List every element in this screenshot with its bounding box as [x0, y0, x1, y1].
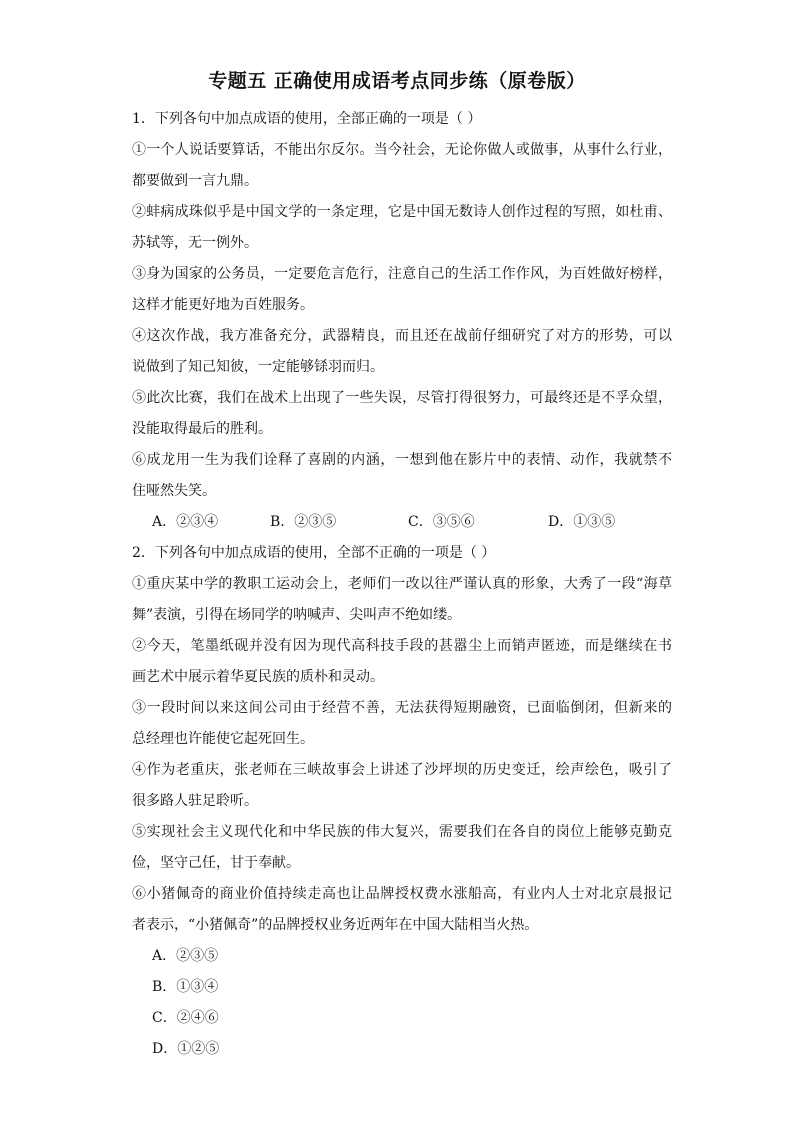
question-2-stem: 2．下列各句中加点成语的使用，全部不正确的一项是（ ） [132, 545, 496, 561]
option-d[interactable]: D．①③⑤ [548, 514, 616, 530]
question-2-line: 舞”表演，引得在场同学的呐喊声、尖叫声不绝如缕。 [132, 607, 462, 623]
question-2-line: ②今天，笔墨纸砚并没有因为现代高科技手段的甚嚣尘上而销声匿迹，而是继续在书 [132, 638, 672, 654]
question-1-options [132, 507, 672, 538]
question-2-line: 总经理也许能使它起死回生。 [132, 731, 314, 747]
question-1-line: 苏轼等，无一例外。 [132, 235, 258, 251]
question-1 [132, 104, 672, 538]
option-c[interactable]: C．②④⑥ [152, 1010, 219, 1026]
question-1-line: 这样才能更好地为百姓服务。 [132, 297, 314, 313]
question-2 [132, 538, 672, 1065]
question-1-line: 住哑然失笑。 [132, 483, 216, 499]
question-1-line: ⑤此次比赛，我们在战术上出现了一些失误，尽管打得很努力，可最终还是不孚众望， [132, 390, 672, 406]
question-2-line: ④作为老重庆，张老师在三峡故事会上讲述了沙坪坝的历史变迁，绘声绘色，吸引了 [132, 762, 672, 778]
question-1-line: ①一个人说话要算话，不能出尔反尔。当今社会，无论你做人或做事，从事什么行业， [132, 142, 672, 158]
question-2-line: ①重庆某中学的教职工运动会上，老师们一改以往严谨认真的形象，大秀了一段“海草 [132, 576, 672, 592]
question-1-line: ③身为国家的公务员，一定要危言危行，注意自己的生活工作作风，为百姓做好榜样， [132, 266, 672, 282]
question-2-line: 很多路人驻足聆听。 [132, 793, 258, 809]
question-1-stem: 1．下列各句中加点成语的使用，全部正确的一项是（ ） [132, 111, 482, 127]
option-b[interactable]: B．②③⑤ [270, 514, 337, 530]
question-2-line: ⑤实现社会主义现代化和中华民族的伟大复兴，需要我们在各自的岗位上能够克勤克 [132, 824, 672, 840]
question-1-line: ②蚌病成珠似乎是中国文学的一条定理，它是中国无数诗人创作过程的写照，如杜甫、 [132, 204, 672, 220]
option-a[interactable]: A．②③⑤ [152, 948, 219, 964]
page-title: 专题五 正确使用成语考点同步练（原卷版） [208, 70, 586, 92]
question-1-line: ⑥成龙用一生为我们诠释了喜剧的内涵，一想到他在影片中的表情、动作，我就禁不 [132, 452, 672, 468]
question-1-line: 都要做到一言九鼎。 [132, 173, 258, 189]
question-2-line: 俭，坚守己任，甘于奉献。 [132, 855, 300, 871]
document-body [132, 104, 672, 1065]
option-b[interactable]: B．①③④ [152, 979, 219, 995]
question-1-line: ④这次作战，我方准备充分，武器精良，而且还在战前仔细研究了对方的形势，可以 [132, 328, 672, 344]
question-2-line: ③一段时间以来这间公司由于经营不善，无法获得短期融资，已面临倒闭，但新来的 [132, 700, 672, 716]
option-a[interactable]: A．②③④ [152, 514, 219, 530]
question-1-line: 没能取得最后的胜利。 [132, 421, 272, 437]
question-1-line: 说做到了知己知彼，一定能够铩羽而归。 [132, 359, 384, 375]
option-d[interactable]: D．①②⑤ [152, 1041, 220, 1057]
option-c[interactable]: C．③⑤⑥ [408, 514, 475, 530]
question-2-line: ⑥小猪佩奇的商业价值持续走高也让品牌授权费水涨船高，有业内人士对北京晨报记 [132, 886, 672, 902]
question-2-line: 画艺术中展示着华夏民族的质朴和灵动。 [132, 669, 384, 685]
question-2-line: 者表示，“小猪佩奇”的品牌授权业务近两年在中国大陆相当火热。 [132, 917, 539, 933]
